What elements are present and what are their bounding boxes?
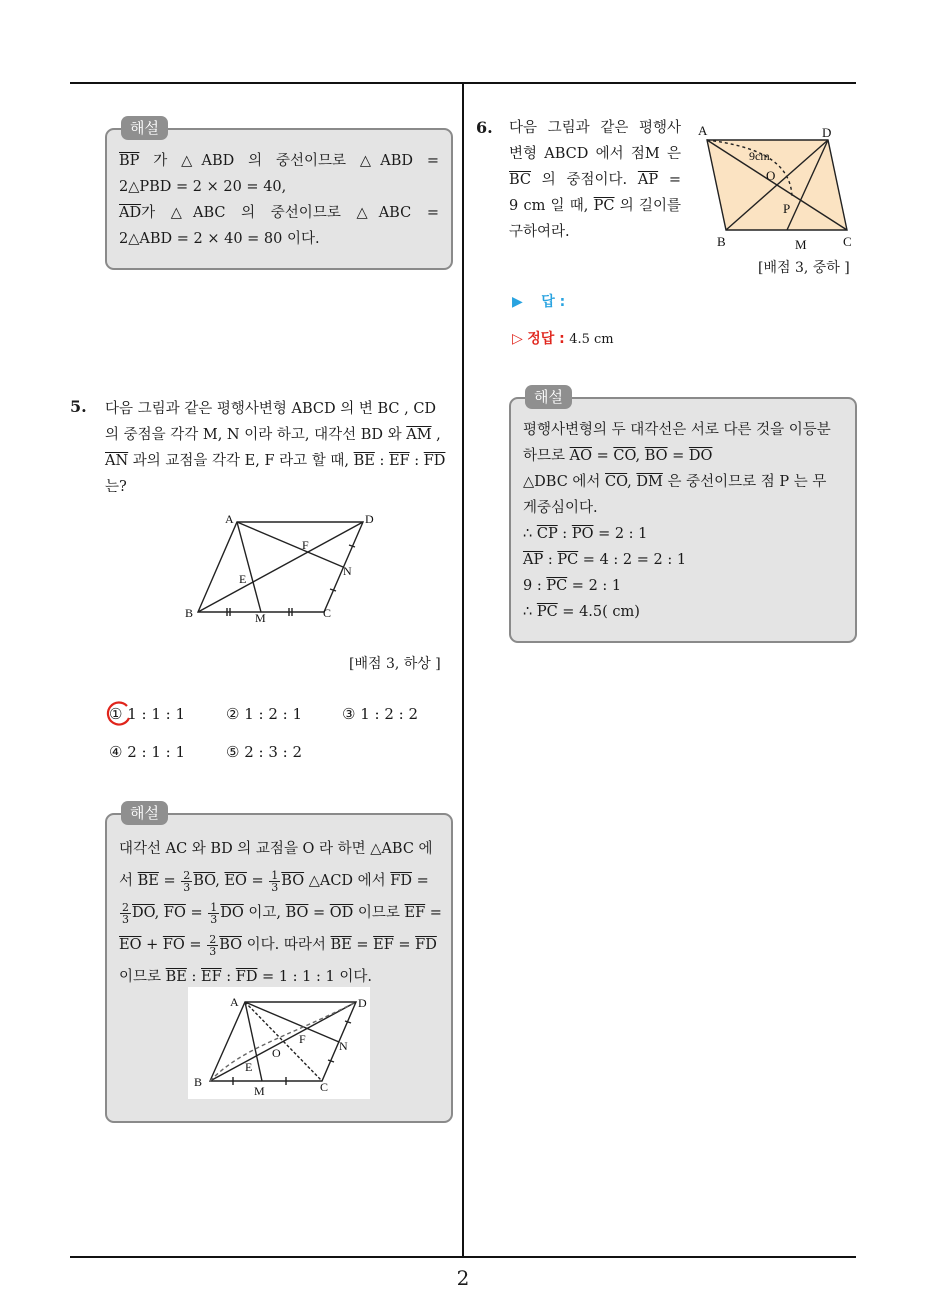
question-text: 다음 그림과 같은 평행사변형 ABCD 의 변 BC , CD 의 중점을 각각 M, N 이라 하고, 대각선 BD 와 $\overline{AM}$ , $\overline{AN}$ 과의 교점을 각각 E, F 라고 할 때, $\overline{BE}$ : $\overline{EF}$ : $\overline{FD}$ 는? — [105, 401, 446, 495]
solution-line: $\overline{AP}$ : $\overline{PC} = 4$ : 2 = 2 : 1 — [523, 552, 687, 568]
label-O: O — [272, 1046, 281, 1060]
label-B: B — [194, 1075, 203, 1089]
score-label: [배점 3, 중하 ] — [758, 260, 850, 276]
label-A: A — [225, 512, 234, 526]
correct-answer-row — [512, 328, 614, 348]
solution-line: 2△PBD = 2 × 20 = 40, — [119, 179, 287, 195]
page-number: 2 — [456, 1266, 470, 1290]
solution-line: 게중심이다. — [523, 500, 598, 516]
solution-line: $\overline{BP}$ 가 △ABD 의 중선이므로 △ABD = — [119, 153, 439, 169]
answer-row — [512, 291, 565, 311]
solution-line: ∴ $\overline{PC} = 4.5$( cm) — [523, 604, 640, 620]
solution-line: 평행사변형의 두 대각선은 서로 다른 것을 이등분 — [523, 422, 831, 438]
correct-label: 정답 : — [527, 331, 565, 347]
label-B: B — [185, 606, 194, 620]
question-number: 6. — [476, 118, 493, 137]
solution-line: $\frac{2}{3}$ $\overline{DO}$, $\overline{FO}$ = $\frac{1}{3}$ $\overline{DO}$ 이고, $\overline{BO} = \overline{OD}$ 이므로 $\overline{EF}$ = — [122, 900, 442, 926]
solution-box-q6 — [509, 388, 857, 643]
label-M: M — [795, 237, 807, 252]
choice-1[interactable]: ① 1 : 1 : 1 — [109, 705, 186, 723]
outline-arrow-icon: ▷ — [512, 331, 523, 347]
label-F: F — [299, 1032, 306, 1046]
solution-line: 서 $\overline{BE}$ = $\frac{2}{3}$ $\overline{BO}$, $\overline{EO}$ = $\frac{1}{3}$ $\overline{BO}$ △ACD 에서 $\overline{FD}$ = — [119, 868, 429, 894]
choice-5[interactable]: ⑤ 2 : 3 : 2 — [226, 743, 303, 761]
q6-parallelogram-figure — [695, 120, 860, 255]
solution-box-top — [105, 119, 453, 270]
question-number: 5. — [70, 397, 87, 416]
label-E: E — [239, 572, 247, 586]
answer-label: 답 : — [541, 294, 566, 310]
label-D: D — [822, 125, 832, 140]
label-O: O — [766, 168, 776, 183]
label-9cm: 9cm — [749, 149, 770, 163]
solution-line: 이므로 $\overline{BE}$ : $\overline{EF}$ : $\overline{FD} = 1$ : 1 : 1 이다. — [119, 969, 372, 985]
solution-tag: 해설 — [121, 801, 168, 825]
label-D: D — [365, 512, 374, 526]
label-A: A — [230, 995, 239, 1009]
solution-line: 9 : $\overline{PC} = 2$ : 1 — [523, 578, 622, 594]
label-C: C — [843, 234, 852, 249]
label-P: P — [783, 201, 791, 216]
solution-tag: 해설 — [525, 385, 572, 409]
label-E: E — [245, 1060, 253, 1074]
choice-4[interactable]: ④ 2 : 1 : 1 — [109, 743, 186, 761]
q5-solution-figure — [188, 987, 370, 1099]
q5-parallelogram-figure — [175, 505, 385, 630]
solution-line: 2△ABD = 2 × 40 = 80 이다. — [119, 231, 320, 247]
bottom-rule — [70, 1256, 856, 1258]
solution-tag: 해설 — [121, 116, 168, 140]
label-A: A — [698, 123, 708, 138]
choice-3[interactable]: ③ 1 : 2 : 2 — [342, 705, 419, 723]
solution-line: ∴ $\overline{CP}$ : $\overline{PO} = 2$ : 1 — [523, 526, 648, 542]
question-text: 다음 그림과 같은 평행사 변형 ABCD 에서 점M 은 $\overline{BC}$ 의 중점이다. $\overline{AP}$ = 9 cm 일 때, $\overline{PC}$ 의 길이를 구하여라. — [509, 120, 682, 240]
label-D: D — [358, 996, 367, 1010]
solution-line: 하므로 $\overline{AO} = \overline{CO}$, $\overline{BO} = \overline{DO}$ — [523, 448, 713, 464]
label-M: M — [254, 1084, 265, 1098]
label-C: C — [320, 1080, 329, 1094]
correct-value: 4.5 cm — [569, 332, 614, 347]
play-arrow-icon: ▶ — [512, 294, 523, 310]
score-label: [배점 3, 하상 ] — [349, 656, 441, 672]
solution-line: 대각선 AC 와 BD 의 교점을 O 라 하면 △ABC 에 — [119, 841, 433, 857]
label-B: B — [717, 234, 726, 249]
label-C: C — [323, 606, 332, 620]
label-F: F — [302, 538, 309, 552]
solution-line: $\overline{EO} + \overline{FO}$ = $\frac{2}{3}$ $\overline{BO}$ 이다. 따라서 $\overline{BE} = \overline{EF} = \overline{FD}$ — [119, 932, 437, 958]
solution-line: △DBC 에서 $\overline{CO}$, $\overline{DM}$ 은 중선이므로 점 P 는 무 — [523, 474, 827, 490]
label-M: M — [255, 611, 266, 625]
solution-line: $\overline{AD}$가 △ABC 의 중선이므로 △ABC = — [119, 205, 439, 221]
choice-2[interactable]: ② 1 : 2 : 1 — [226, 705, 303, 723]
column-divider — [462, 84, 464, 1257]
label-N: N — [343, 564, 352, 578]
label-N: N — [339, 1039, 348, 1053]
